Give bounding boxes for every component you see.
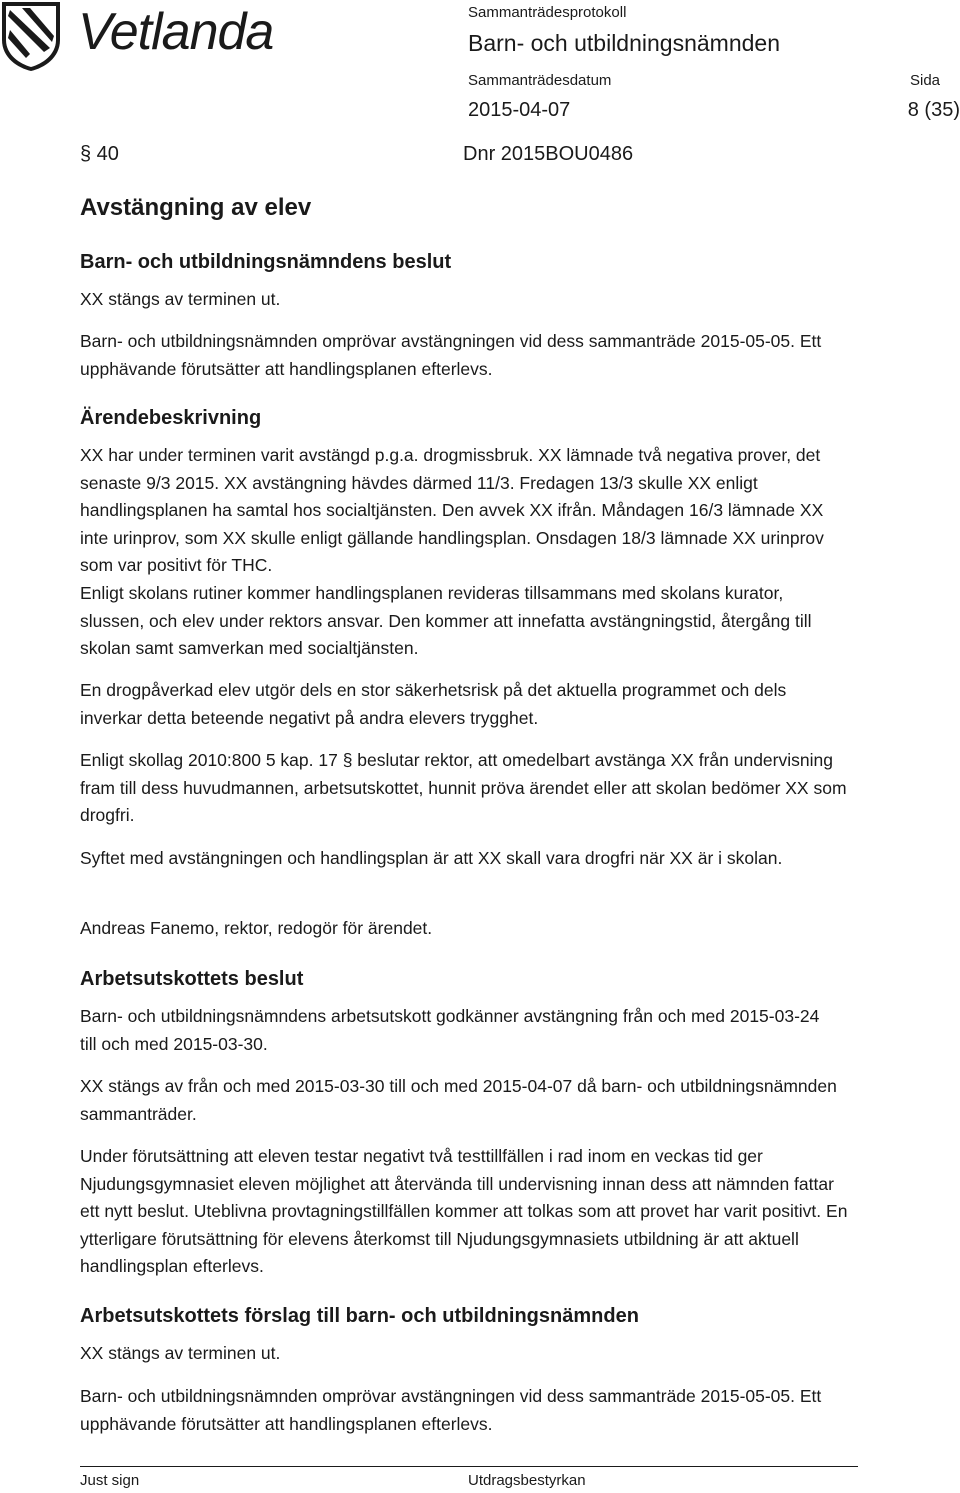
footer-divider <box>80 1466 858 1467</box>
committee-proposal-heading: Arbetsutskottets förslag till barn- och utbildningsnämnden <box>80 1305 639 1327</box>
committee-decision-p3: Under förutsättning att eleven testar negativt två testtillfällen i rad inom en veckas tid ger Njudungsgymnasiet eleven möjlighet att återvända till undervisning innan dess att nämnden fattar ett nytt beslut. Uteblivna provtagningstillfällen kommer att tolkas som att provet har varit positivt. En ytterligare förutsättning för elevens återkomst till Njudungsgymnasiets utbildning är att aktuell handlingsplan efterlevs. <box>80 1146 848 1276</box>
case-title: Avstängning av elev <box>80 194 312 221</box>
description-p3: En drogpåverkad elev utgör dels en stor säkerhetsrisk på det aktuella programmet och dels inverkar detta beteende negativt på andra elevers trygghet. <box>80 680 787 728</box>
protocol-label: Sammanträdesprotokoll <box>468 4 627 21</box>
board-name: Barn- och utbildningsnämnden <box>468 30 780 56</box>
committee-proposal-line-1: XX stängs av terminen ut. <box>80 1343 281 1363</box>
description-p6: Andreas Fanemo, rektor, redogör för ärendet. <box>80 918 433 938</box>
date-label: Sammanträdesdatum <box>468 72 612 89</box>
description-p5: Syftet med avstängningen och handlingsplan är att XX skall vara drogfri när XX är i skolan. <box>80 848 783 868</box>
decision-line-2: Barn- och utbildningsnämnden omprövar avstängningen vid dess sammanträde 2015-05-05. Ett upphävande förutsätter att handlingsplanen efterlevs. <box>80 331 822 379</box>
meeting-date: 2015-04-07 <box>468 99 571 121</box>
committee-decision-p1: Barn- och utbildningsnämndens arbetsutskott godkänner avstängning från och med 2015-03-24 till och med 2015-03-30. <box>80 1006 820 1054</box>
committee-decision-heading: Arbetsutskottets beslut <box>80 968 304 990</box>
description-p2: Enligt skolans rutiner kommer handlingsplanen revideras tillsammans med skolans kurator, slussen, och elev under rektors ansvar. Den kommer att innefatta avstängningstid, återgång till skolan samt samverkan med socialtjänsten. <box>80 583 812 658</box>
municipal-crest-icon <box>0 0 62 72</box>
case-dnr: Dnr 2015BOU0486 <box>463 143 634 165</box>
footer-just-sign: Just sign <box>80 1472 140 1489</box>
page-number: 8 (35) <box>907 99 960 121</box>
paragraph-number: § 40 <box>80 143 119 165</box>
decision-heading: Barn- och utbildningsnämndens beslut <box>80 251 452 273</box>
committee-proposal-line-2: Barn- och utbildningsnämnden omprövar avstängningen vid dess sammanträde 2015-05-05. Ett upphävande förutsätter att handlingsplanen efterlevs. <box>80 1386 822 1434</box>
decision-line-1: XX stängs av terminen ut. <box>80 289 281 309</box>
committee-decision-p2: XX stängs av från och med 2015-03-30 till och med 2015-04-07 då barn- och utbildningsnämnden sammanträder. <box>80 1076 837 1124</box>
description-heading: Ärendebeskrivning <box>80 407 262 429</box>
footer-extract-certification: Utdragsbestyrkan <box>468 1472 586 1489</box>
description-p1: XX har under terminen varit avstängd p.g.a. drogmissbruk. XX lämnade två negativa prover, det senaste 9/3 2015. XX avstängning hävdes därmed 11/3. Fredagen 13/3 skulle XX enligt handlingsplanen ha samtal hos socialtjänsten. Den avvek XX ifrån. Måndagen 16/3 lämnade XX inte urinprov, som XX skulle enligt gällande handlingsplan. Onsdagen 18/3 lämnade XX urinprov som var positivt för THC. <box>80 445 824 575</box>
description-p4: Enligt skollag 2010:800 5 kap. 17 § beslutar rektor, att omedelbart avstänga XX från undervisning fram till dess huvudmannen, arbetsutskottet, hunnit pröva ärendet eller att skolan bedömer XX som drogfri. <box>80 750 847 825</box>
municipality-logo-text: Vetlanda <box>78 3 274 61</box>
page-label: Sida <box>910 72 941 89</box>
